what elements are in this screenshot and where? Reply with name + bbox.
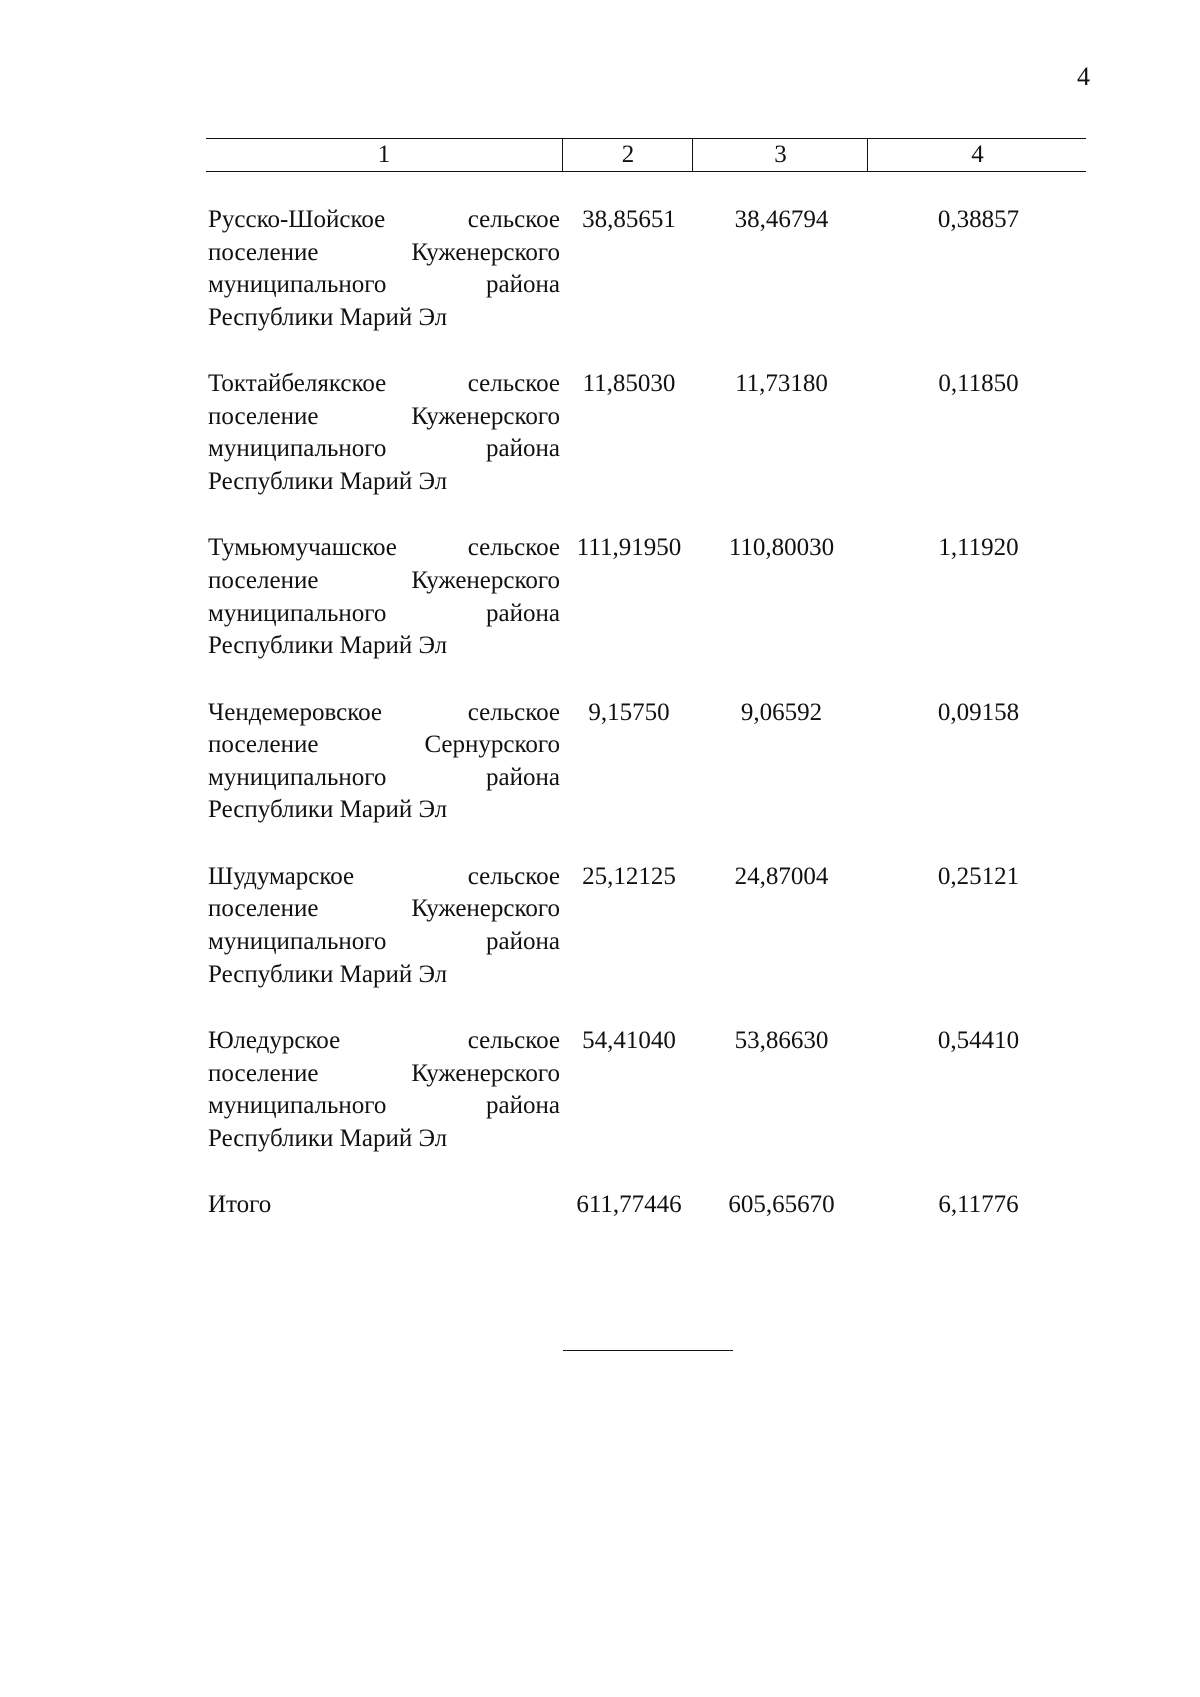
name-word: муниципального xyxy=(208,763,387,791)
value-col-2: 9,15750 xyxy=(588,698,670,726)
name-word: поселение xyxy=(208,731,319,759)
name-word: поселение xyxy=(208,895,319,923)
name-word: поселение xyxy=(208,1059,319,1087)
header-col-1: 1 xyxy=(377,141,391,168)
name-word: Русско-Шойское xyxy=(208,206,386,233)
name-word: Республики Марий Эл xyxy=(208,303,448,331)
name-word: поселение xyxy=(208,238,319,266)
name-word: Токтайбелякское xyxy=(208,370,387,398)
header-col-2: 2 xyxy=(562,139,693,171)
name-word: района xyxy=(486,1092,560,1120)
name-word: Республики Марий Эл xyxy=(208,467,448,495)
settlement-name xyxy=(208,697,560,827)
table-row xyxy=(208,697,1088,861)
name-word: сельское xyxy=(467,862,560,890)
value-col-4: 0,54410 xyxy=(937,1026,1020,1054)
value-col-2: 11,85030 xyxy=(582,370,676,398)
table-row xyxy=(208,368,1088,532)
name-word: поселение xyxy=(208,566,319,594)
value-col-2: 54,41040 xyxy=(582,1026,676,1054)
name-word: Республики Марий Эл xyxy=(208,1124,448,1152)
total-col-3: 605,65670 xyxy=(728,1191,835,1219)
header-col-4: 4 xyxy=(867,139,1087,171)
value-col-4: 0,09158 xyxy=(937,698,1020,726)
table-row xyxy=(208,1025,1088,1189)
header-col-3: 3 xyxy=(692,139,868,171)
name-word: Юледурское xyxy=(208,1026,341,1054)
name-word: сельское xyxy=(467,534,560,562)
name-word: Куженерского xyxy=(411,566,560,594)
table-body xyxy=(208,204,1088,1229)
total-row xyxy=(208,1189,1088,1229)
value-col-3: 53,86630 xyxy=(734,1026,829,1054)
name-word: района xyxy=(486,599,560,627)
name-word: района xyxy=(486,435,560,463)
value-col-3: 11,73180 xyxy=(735,370,828,398)
value-col-3: 38,46794 xyxy=(734,206,829,233)
name-word: сельское xyxy=(467,698,560,726)
name-word: Чендемеровское xyxy=(208,698,382,726)
page-number: 4 xyxy=(1077,62,1090,91)
name-word: Республики Марий Эл xyxy=(208,796,448,824)
name-word: муниципального xyxy=(208,599,387,627)
name-word: Куженерского xyxy=(411,895,560,923)
value-col-4: 0,11850 xyxy=(938,370,1019,398)
name-word: Куженерского xyxy=(411,402,560,430)
name-word: муниципального xyxy=(208,927,387,955)
name-word: Тумьюмучашское xyxy=(208,534,397,562)
value-col-3: 9,06592 xyxy=(740,698,823,726)
table-header xyxy=(206,138,1086,172)
table-row xyxy=(208,532,1088,696)
value-col-2: 38,85651 xyxy=(582,206,676,233)
name-word: сельское xyxy=(467,206,560,233)
value-col-3: 24,87004 xyxy=(734,862,829,890)
name-word: муниципального xyxy=(208,1092,387,1120)
end-of-document-divider xyxy=(563,1350,733,1351)
name-word: района xyxy=(486,927,560,955)
value-col-4: 1,11920 xyxy=(938,534,1019,562)
settlement-name xyxy=(208,532,560,662)
value-col-2: 25,12125 xyxy=(582,862,676,890)
value-col-2: 111,91950 xyxy=(576,534,682,562)
settlement-name xyxy=(208,1025,560,1155)
name-word: Республики Марий Эл xyxy=(208,632,448,660)
name-word: Республики Марий Эл xyxy=(208,960,448,988)
total-label: Итого xyxy=(208,1191,272,1219)
name-word: Куженерского xyxy=(411,1059,560,1087)
name-word: Куженерского xyxy=(411,238,560,266)
value-col-4: 0,25121 xyxy=(937,862,1020,890)
name-word: Сернурского xyxy=(424,731,560,759)
table-row xyxy=(208,204,1088,368)
name-word: сельское xyxy=(467,1026,560,1054)
value-col-4: 0,38857 xyxy=(937,206,1020,233)
name-word: поселение xyxy=(208,402,319,430)
total-col-4: 6,11776 xyxy=(938,1191,1019,1219)
settlement-name xyxy=(208,204,560,334)
total-col-2: 611,77446 xyxy=(576,1191,682,1219)
name-word: Шудумарское xyxy=(208,862,355,890)
value-col-3: 110,80030 xyxy=(728,534,835,562)
name-word: района xyxy=(486,271,560,299)
settlement-name xyxy=(208,861,560,991)
table-row xyxy=(208,861,1088,1025)
name-word: района xyxy=(486,763,560,791)
settlement-name xyxy=(208,368,560,498)
name-word: сельское xyxy=(467,370,560,398)
name-word: муниципального xyxy=(208,271,387,299)
name-word: муниципального xyxy=(208,435,387,463)
